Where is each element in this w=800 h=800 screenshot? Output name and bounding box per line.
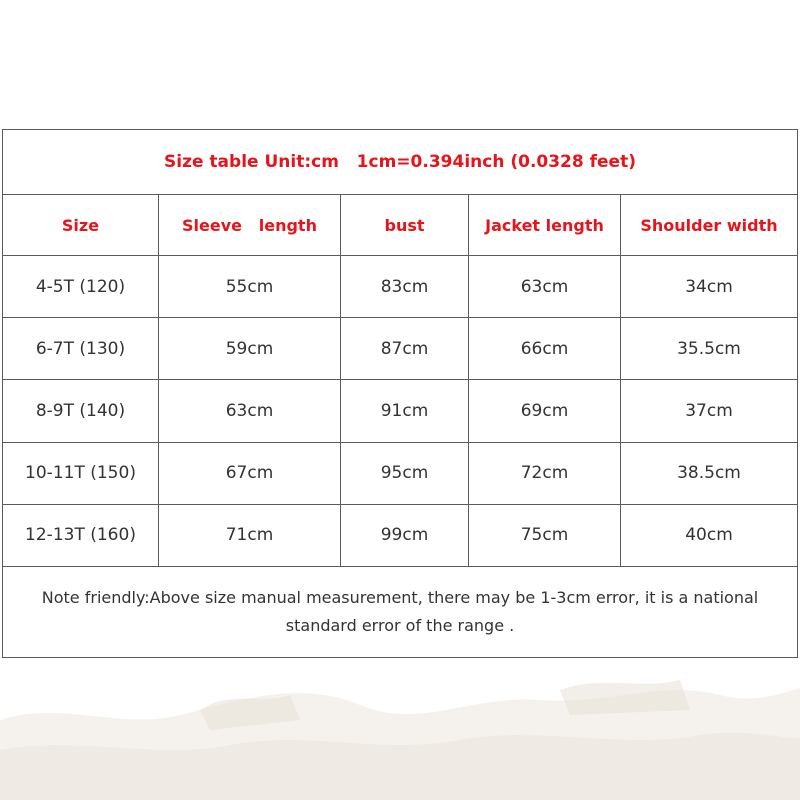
size-cell: 10-11T (150)	[3, 442, 159, 504]
shoulder-width-cell: 37cm	[621, 380, 798, 442]
table-row	[3, 318, 798, 380]
shoulder-width-cell: 38.5cm	[621, 442, 798, 504]
jacket-length-cell: 66cm	[469, 318, 621, 380]
background-wash-decoration	[0, 660, 800, 800]
bust-cell: 95cm	[341, 442, 469, 504]
table-row	[3, 380, 798, 442]
shoulder-width-cell: 34cm	[621, 256, 798, 318]
size-cell: 4-5T (120)	[3, 256, 159, 318]
table-title: Size table Unit:cm 1cm=0.394inch (0.0328 feet)	[3, 130, 798, 195]
bust-cell: 83cm	[341, 256, 469, 318]
size-cell: 12-13T (160)	[3, 504, 159, 566]
bust-cell: 87cm	[341, 318, 469, 380]
bust-cell: 91cm	[341, 380, 469, 442]
title-row	[3, 130, 798, 195]
jacket-length-cell: 69cm	[469, 380, 621, 442]
table-row	[3, 504, 798, 566]
jacket-length-cell: 72cm	[469, 442, 621, 504]
header-bust: bust	[341, 195, 469, 256]
sleeve-length-cell: 67cm	[159, 442, 341, 504]
jacket-length-cell: 75cm	[469, 504, 621, 566]
shoulder-width-cell: 40cm	[621, 504, 798, 566]
header-jacket-length: Jacket length	[469, 195, 621, 256]
header-size: Size	[3, 195, 159, 256]
sleeve-length-cell: 59cm	[159, 318, 341, 380]
header-shoulder-width: Shoulder width	[621, 195, 798, 256]
table-row	[3, 442, 798, 504]
table-row	[3, 256, 798, 318]
header-row	[3, 195, 798, 256]
note-row	[3, 566, 798, 657]
bust-cell: 99cm	[341, 504, 469, 566]
sleeve-length-cell: 55cm	[159, 256, 341, 318]
measurement-note: Note friendly:Above size manual measurement, there may be 1-3cm error, it is a national standard error of the range .	[3, 566, 798, 657]
shoulder-width-cell: 35.5cm	[621, 318, 798, 380]
header-sleeve-length: Sleeve length	[159, 195, 341, 256]
sleeve-length-cell: 71cm	[159, 504, 341, 566]
size-cell: 8-9T (140)	[3, 380, 159, 442]
size-cell: 6-7T (130)	[3, 318, 159, 380]
jacket-length-cell: 63cm	[469, 256, 621, 318]
size-table	[2, 129, 798, 658]
sleeve-length-cell: 63cm	[159, 380, 341, 442]
